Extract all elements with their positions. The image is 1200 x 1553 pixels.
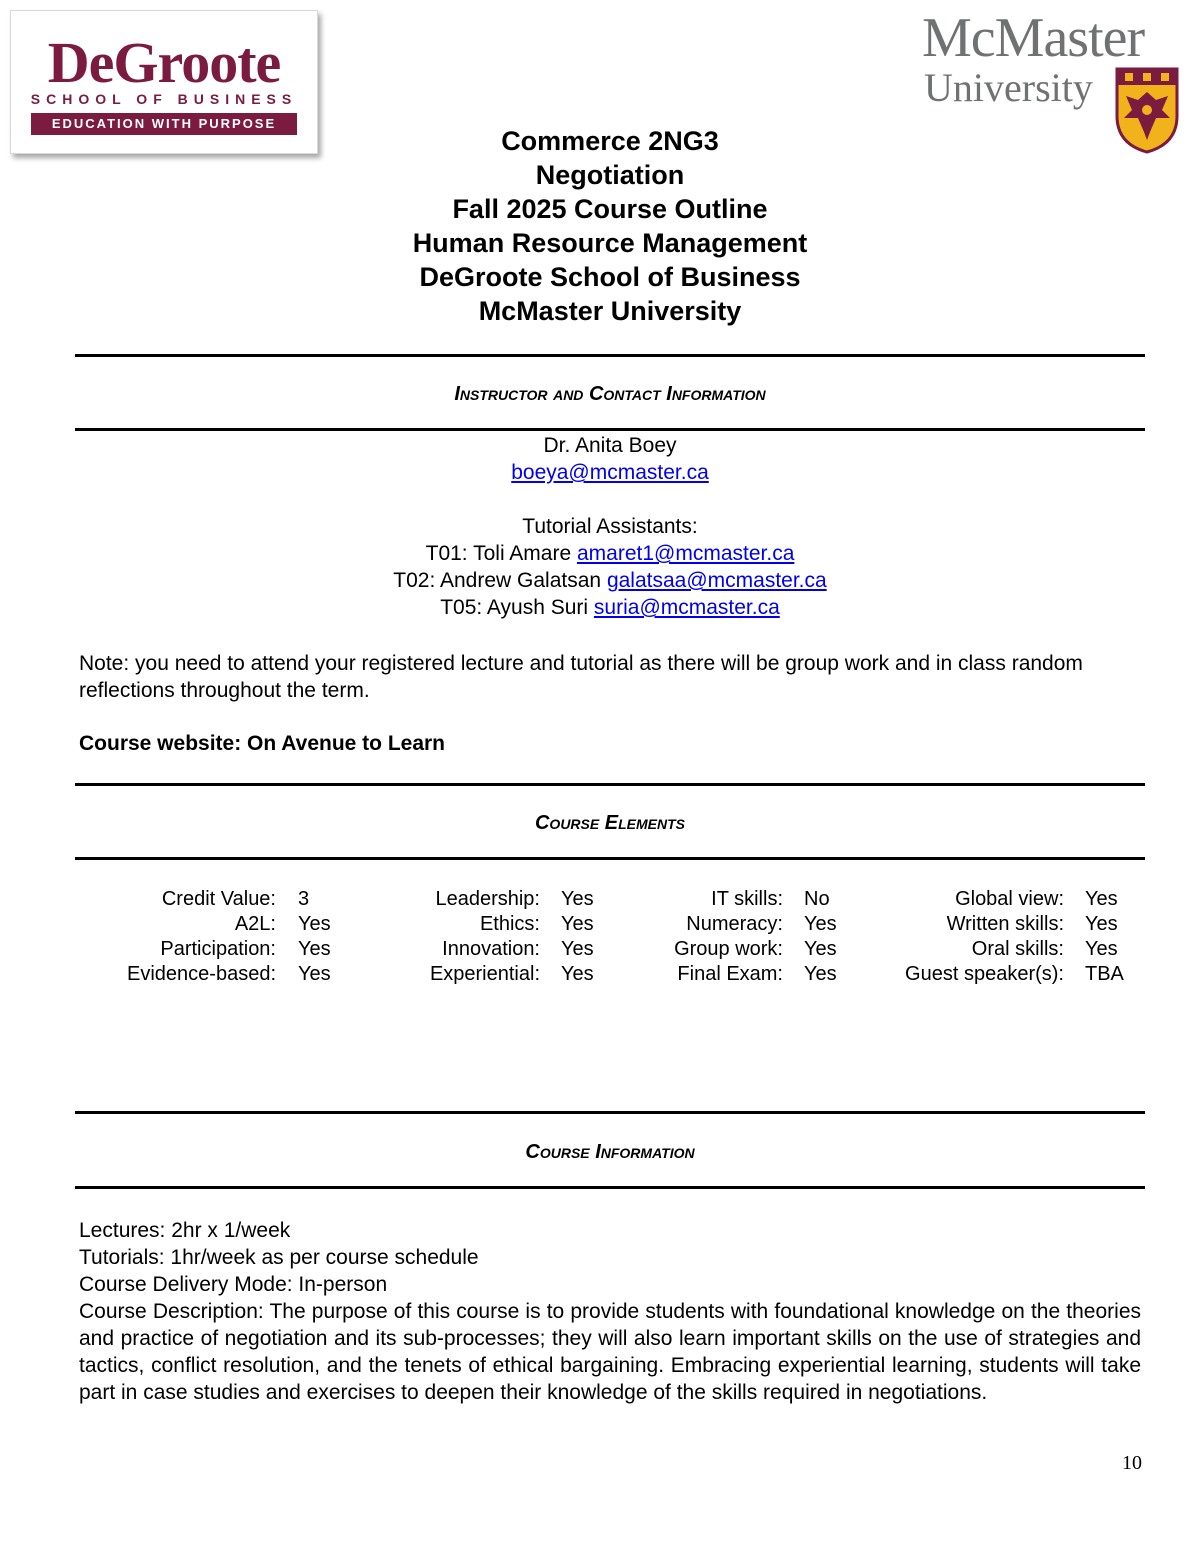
element-label: Innovation: (442, 938, 540, 960)
element-label: Written skills: (946, 913, 1064, 935)
element-label: Participation: (160, 938, 276, 960)
element-row (880, 912, 1124, 937)
element-row (640, 887, 837, 912)
element-row (640, 962, 837, 987)
element-value: Yes (561, 963, 594, 985)
elements-column (400, 887, 594, 987)
course-term: Fall 2025 Course Outline (452, 194, 768, 224)
ta-name: T02: Andrew Galatsan (393, 569, 602, 592)
element-value: Yes (804, 913, 837, 935)
course-title-block (200, 124, 1020, 328)
instructor-section-heading: Instructor and Contact Information (454, 383, 766, 405)
element-row (640, 912, 837, 937)
element-label: Evidence-based: (127, 963, 276, 985)
element-row (880, 937, 1124, 962)
element-value: Yes (298, 913, 331, 935)
course-tutorials: Tutorials: 1hr/week as per course schedule (79, 1246, 479, 1269)
elements-column (640, 887, 837, 987)
element-label: Experiential: (429, 963, 540, 985)
element-label: Global view: (955, 888, 1064, 910)
instructor-email-link[interactable]: boeya@mcmaster.ca (511, 461, 709, 484)
ta-line (75, 567, 1145, 594)
ta-line (75, 540, 1145, 567)
section-divider (75, 1186, 1145, 1189)
element-row (400, 962, 594, 987)
element-value: Yes (561, 913, 594, 935)
mcmaster-crest-icon (1114, 66, 1180, 154)
mcmaster-logo-name: McMaster (922, 7, 1145, 69)
element-value: Yes (298, 963, 331, 985)
element-label: Oral skills: (971, 938, 1064, 960)
elements-column (880, 887, 1124, 987)
element-label: Leadership: (435, 888, 540, 910)
ta-email-link[interactable]: suria@mcmaster.ca (593, 596, 780, 619)
element-value: Yes (1085, 938, 1118, 960)
section-divider (75, 783, 1145, 786)
element-label: Group work: (674, 938, 783, 960)
element-row (880, 887, 1124, 912)
element-row (100, 937, 331, 962)
instructor-name: Dr. Anita Boey (543, 434, 677, 457)
element-row (100, 912, 331, 937)
element-label: Credit Value: (161, 888, 276, 910)
degroote-logo-tagline: EDUCATION WITH PURPOSE (31, 113, 297, 135)
element-value: Yes (1085, 913, 1118, 935)
element-label: Ethics: (479, 913, 540, 935)
element-value: Yes (804, 963, 837, 985)
element-value: 3 (298, 888, 310, 910)
element-row (400, 912, 594, 937)
section-divider (75, 1111, 1145, 1114)
course-university: McMaster University (478, 296, 742, 326)
mcmaster-logo-university: University (924, 65, 1093, 110)
course-description: Course Description: The purpose of this course is to provide students with foundational knowledge on the theories and practice of negotiation and its sub-processes; they will also learn important skills on the use of strategies and tactics, conflict resolution, and the tenets of ethical bargaining. Embracing experiential learning, students will take part in case studies and exercises to deepen their knowledge of the skills required in negotiations. (79, 1300, 1141, 1404)
element-value: Yes (1085, 888, 1118, 910)
degroote-logo-name: DeGroote (47, 30, 281, 95)
element-value: Yes (298, 938, 331, 960)
information-section-heading: Course Information (525, 1141, 695, 1163)
element-label: Guest speaker(s): (905, 963, 1064, 985)
degroote-logo-school: SCHOOL OF BUSINESS (30, 91, 298, 107)
page-number: 10 (1122, 1452, 1142, 1474)
course-name: Negotiation (535, 160, 685, 190)
element-value: Yes (804, 938, 837, 960)
section-divider (75, 354, 1145, 357)
elements-section-heading: Course Elements (534, 812, 685, 834)
course-code: Commerce 2NG3 (501, 126, 719, 156)
element-row (100, 887, 331, 912)
ta-name: T01: Toli Amare (425, 542, 572, 565)
element-row (400, 887, 594, 912)
ta-line (75, 594, 1145, 621)
ta-heading: Tutorial Assistants: (522, 515, 698, 538)
element-row (100, 962, 331, 987)
element-value: No (804, 888, 830, 910)
element-label: Final Exam: (677, 963, 783, 985)
course-lectures: Lectures: 2hr x 1/week (79, 1219, 291, 1242)
element-row (880, 962, 1124, 987)
element-row (640, 937, 837, 962)
ta-name: T05: Ayush Suri (440, 596, 589, 619)
element-value: TBA (1085, 963, 1124, 985)
course-website: Course website: On Avenue to Learn (79, 732, 446, 755)
course-school: DeGroote School of Business (419, 262, 801, 292)
contact-block (75, 432, 1145, 621)
element-row (400, 937, 594, 962)
attendance-note: Note: you need to attend your registered lecture and tutorial as there will be group work and in class random reflections throughout the term. (79, 652, 1083, 702)
element-value: Yes (561, 938, 594, 960)
element-label: IT skills: (711, 888, 783, 910)
course-area: Human Resource Management (412, 228, 808, 258)
course-delivery-mode: Course Delivery Mode: In-person (79, 1273, 388, 1296)
element-label: A2L: (234, 913, 276, 935)
section-divider (75, 857, 1145, 860)
section-divider (75, 428, 1145, 431)
ta-email-link[interactable]: galatsaa@mcmaster.ca (606, 569, 827, 592)
element-label: Numeracy: (686, 913, 783, 935)
element-value: Yes (561, 888, 594, 910)
ta-email-link[interactable]: amaret1@mcmaster.ca (576, 542, 795, 565)
elements-column (100, 887, 331, 987)
